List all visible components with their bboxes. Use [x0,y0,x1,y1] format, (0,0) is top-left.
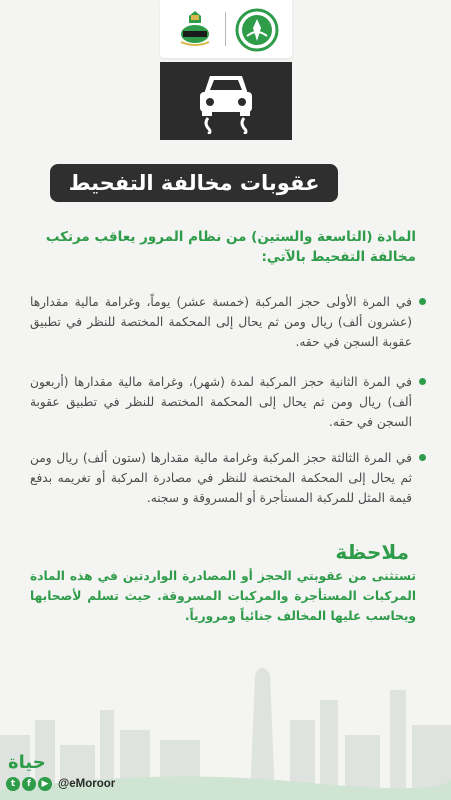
list-item [30,448,426,508]
list-item-text: في المرة الثالثة حجز المركبة وغرامة مالية مقدارها (ستون ألف) ريال ومن ثم يحال إلى المحكمة المختصة للنظر في مصادرة المركبة أو تغريمه بدفع قيمة المثل للمركبة المستأجرة أو المسروقة و سجنه. [30,451,412,505]
social-handle[interactable]: @eMoroor [58,778,116,790]
car-icon-panel [160,62,292,140]
intro-text: المادة (التاسعة والستين) من نظام المرور يعاقب مرتكب مخالفة التفحيط بالآتي: [45,229,416,265]
facebook-icon[interactable]: f [22,777,36,791]
bullet-dot [419,298,426,305]
footer-social-bar [6,776,126,792]
twitter-icon[interactable]: t [6,777,20,791]
car-skidding-icon [196,68,256,134]
list-item [30,292,426,352]
note-title: ملاحظة [335,540,409,564]
logos-panel [160,0,292,58]
youtube-icon[interactable]: ▶ [38,777,52,791]
list-item-text: في المرة الأولى حجز المركبة (خمسة عشر) يوماً، وغرامة مالية مقدارها (عشرون ألف) ريال ومن ثم يحال إلى المحكمة المختصة للنظر في تطبيق عقوبة السجن في حقه. [30,295,412,349]
list-item-text: في المرة الثانية حجز المركبة لمدة (شهر)، وغرامة مالية مقدارها (أربعون ألف) ريال ومن ثم يحال إلى المحكمة المختصة للنظر في تطبيق عقوبة السجن في حقه. [30,375,412,429]
traffic-police-emblem-icon [174,8,216,50]
page-title: عقوبات مخالفة التفحيط [50,164,338,202]
bullet-dot [419,378,426,385]
bullet-dot [419,454,426,461]
brand-logo: حياة [8,752,46,773]
note-text: تستثنى من عقوبتي الحجز أو المصادرة الواردتين في هذه المادة المركبات المستأجرة والمركبات المسروقة. حيث تسلم لأصحابها ويحاسب عليها المخالف جنائياً ومرورياً. [30,569,416,623]
logo-divider [225,12,226,46]
list-item [30,372,426,432]
ministry-of-interior-emblem-icon [235,8,279,52]
